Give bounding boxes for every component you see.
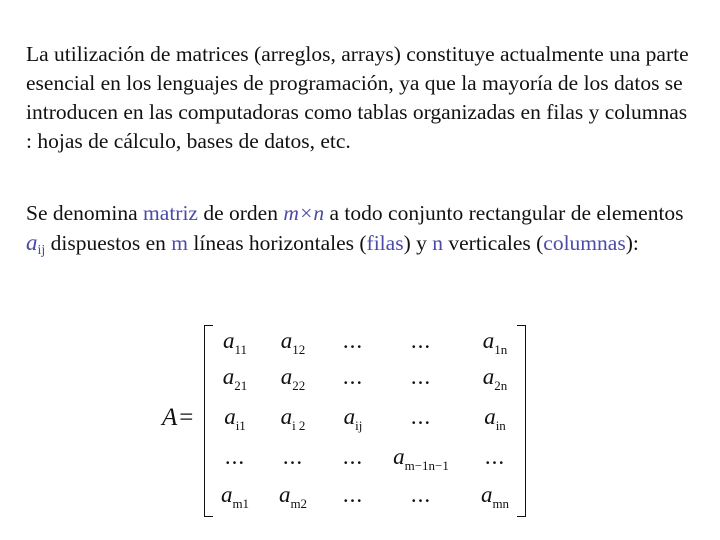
matrix-cell-base: ... (410, 364, 432, 389)
term-order: m×n (283, 201, 325, 225)
matrix-cell-subscript: i1 (235, 418, 246, 433)
matrix-cell-base: a (278, 482, 291, 507)
matrix-cell-subscript: m2 (290, 496, 308, 511)
matrix-cell-base: ... (410, 482, 432, 507)
term-n: n (432, 231, 443, 255)
matrix-cell (386, 482, 456, 508)
matrix-cell-base: a (482, 364, 495, 389)
matrix-cell-base: a (280, 328, 293, 353)
matrix-cell-base: a (484, 404, 496, 429)
matrix-cell (318, 482, 388, 508)
matrix-cell-base: a (280, 404, 293, 429)
matrix-cell-base: a (393, 444, 405, 469)
matrix-cell-base: a (280, 364, 293, 389)
matrix-cell-subscript: 1n (494, 342, 508, 357)
matrix-cell (318, 404, 388, 434)
matrix-cell-base: a (222, 328, 235, 353)
matrix-cell (318, 328, 388, 354)
matrix-cell-base: ... (484, 444, 506, 469)
term-columnas: columnas (543, 231, 626, 255)
term-filas: filas (366, 231, 404, 255)
matrix-cell-subscript: 21 (234, 378, 248, 393)
definition-text-7: verticales ( (443, 231, 544, 255)
matrix-cell-base: ... (342, 364, 364, 389)
matrix-cell-base: ... (342, 482, 364, 507)
matrix-cell (386, 444, 456, 474)
matrix-cell-subscript: 11 (234, 342, 248, 357)
matrix-cell-subscript: in (495, 418, 506, 433)
matrix-cell (460, 364, 530, 394)
matrix-cell-base: ... (410, 404, 432, 429)
matrix-cell-subscript: 2n (494, 378, 508, 393)
matrix-cell (386, 364, 456, 390)
matrix-cell-base: a (220, 482, 233, 507)
matrix-cell-subscript: 12 (292, 342, 306, 357)
matrix-cell (318, 364, 388, 390)
matrix-cell-base: ... (342, 328, 364, 353)
element-aij (26, 230, 46, 258)
matrix-cell (460, 482, 530, 512)
matrix-cell-base: a (480, 482, 493, 507)
term-m: m (171, 231, 189, 255)
matrix-cell-subscript: m−1n−1 (404, 458, 449, 473)
matrix-cell (460, 404, 530, 434)
matrix-cell-subscript: mn (492, 496, 510, 511)
matrix-cell-base: ... (342, 444, 364, 469)
matrix-cell-subscript: 22 (292, 378, 306, 393)
definition-text-1: Se denomina (26, 201, 144, 225)
matrix-cell-base: ... (224, 444, 246, 469)
matrix-name: A (162, 404, 178, 431)
matrix-cell (460, 328, 530, 358)
matrix-cell (386, 328, 456, 354)
matrix-cell-subscript: ij (355, 418, 363, 433)
definition-text-6: ) y (403, 231, 433, 255)
matrix-cell-base: a (343, 404, 356, 429)
equals-sign: = (179, 404, 194, 431)
definition-paragraph (26, 199, 698, 265)
matrix-cell-base: ... (410, 328, 432, 353)
matrix-cell (318, 444, 388, 470)
definition-text-4: dispuestos en (45, 231, 172, 255)
definition-text-2: de orden (197, 201, 284, 225)
matrix-cell (460, 444, 530, 470)
matrix-lhs (162, 404, 193, 432)
definition-text-5: líneas horizontales ( (188, 231, 367, 255)
matrix-cell-subscript: i 2 (292, 418, 306, 433)
definition-text-3: a todo conjunto rectangular de elementos (324, 201, 684, 225)
term-matriz: matriz (143, 201, 198, 225)
intro-paragraph: La utilización de matrices (arreglos, arrays) constituye actualmente una parte esencial en los lenguajes de programación, ya que la mayoría de los datos se introducen en las computadoras como tablas organizadas en filas y columnas : hojas de cálculo, bases de datos, etc. (26, 42, 689, 153)
matrix-cell-base: a (224, 404, 236, 429)
element-a: a (26, 230, 38, 255)
matrix-cell (386, 404, 456, 430)
matrix-cell-subscript: m1 (232, 496, 250, 511)
matrix-cell-base: a (222, 364, 235, 389)
definition-text-8: ): (625, 231, 639, 255)
matrix-cell-base: a (482, 328, 495, 353)
matrix-figure (160, 320, 540, 520)
matrix-cell-base: ... (282, 444, 304, 469)
element-ij: ij (37, 243, 46, 258)
